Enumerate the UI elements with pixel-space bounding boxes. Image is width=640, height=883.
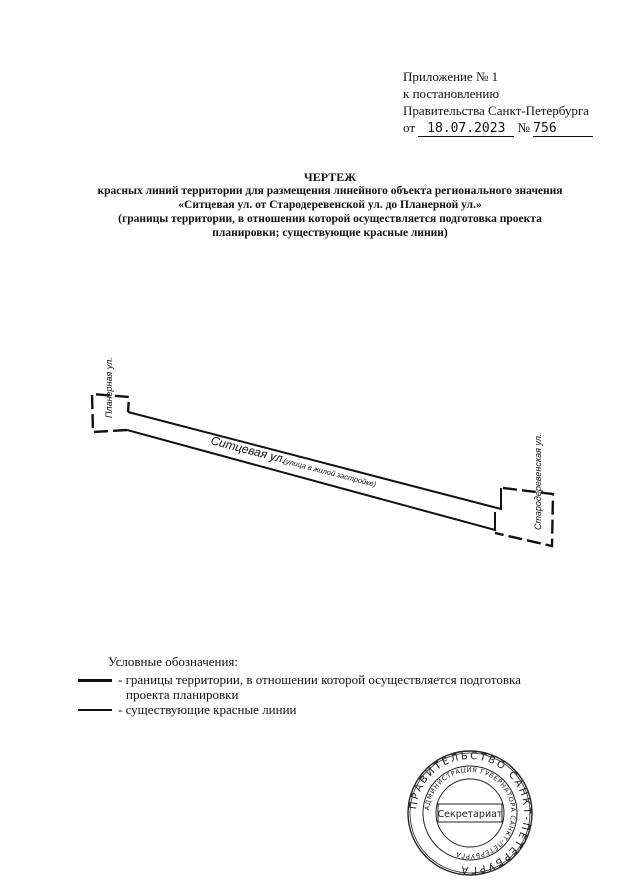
date-value: 18.07.2023 — [418, 122, 514, 137]
legend-item-2: - существующие красные линии — [118, 702, 297, 717]
title-line-4: планировки; существующие красные линии) — [212, 227, 448, 239]
legend-item-1-line-1: - границы территории, в отношении которой осуществляется подготовка — [118, 672, 521, 687]
red-line-upper — [128, 412, 501, 509]
legend-redline-symbol — [78, 709, 112, 711]
legend-item-1-line-2: проекта планировки — [126, 687, 239, 702]
official-seal — [405, 748, 535, 878]
legend-title: Условные обозначения: — [108, 654, 239, 669]
seal-outer-text: ПРАВИТЕЛЬСТВО САНКТ-ПЕТЕРБУРГА — [407, 750, 533, 876]
legend-boundary-symbol — [78, 679, 112, 682]
title-line-3: (границы территории, в отношении которой осуществляется подготовка проекта — [118, 213, 542, 225]
title-line-1: красных линий территории для размещения линейного объекта регионального значения — [97, 185, 563, 197]
title-line-2: «Ситцевая ул. от Стародеревенской ул. до Планерной ул.» — [178, 199, 482, 211]
red-line-lower — [127, 430, 495, 530]
appendix-line-2: к постановлению — [403, 86, 500, 101]
street-left-label: Планерная ул. — [104, 357, 114, 418]
street-right-label: Стародеревенская ул. — [533, 433, 543, 530]
number-prefix: № — [517, 120, 530, 135]
seal-center-text: Секретариат — [437, 809, 503, 820]
boundary-right — [495, 488, 553, 546]
seal-inner-text: АДМИНИСТРАЦИЯ ГУБЕРНАТОРА САНКТ-ПЕТЕРБУРГА — [423, 765, 518, 861]
date-prefix: от — [403, 120, 416, 135]
appendix-line-3: Правительства Санкт-Петербурга — [403, 103, 589, 118]
street-main-label: Ситцевая ул. — [209, 433, 288, 467]
number-value: 756 — [533, 122, 593, 137]
title-heading: ЧЕРТЕЖ — [303, 170, 357, 184]
appendix-line-1: Приложение № 1 — [403, 69, 499, 84]
street-main-note: (улица в жилой застройке) — [282, 456, 378, 489]
